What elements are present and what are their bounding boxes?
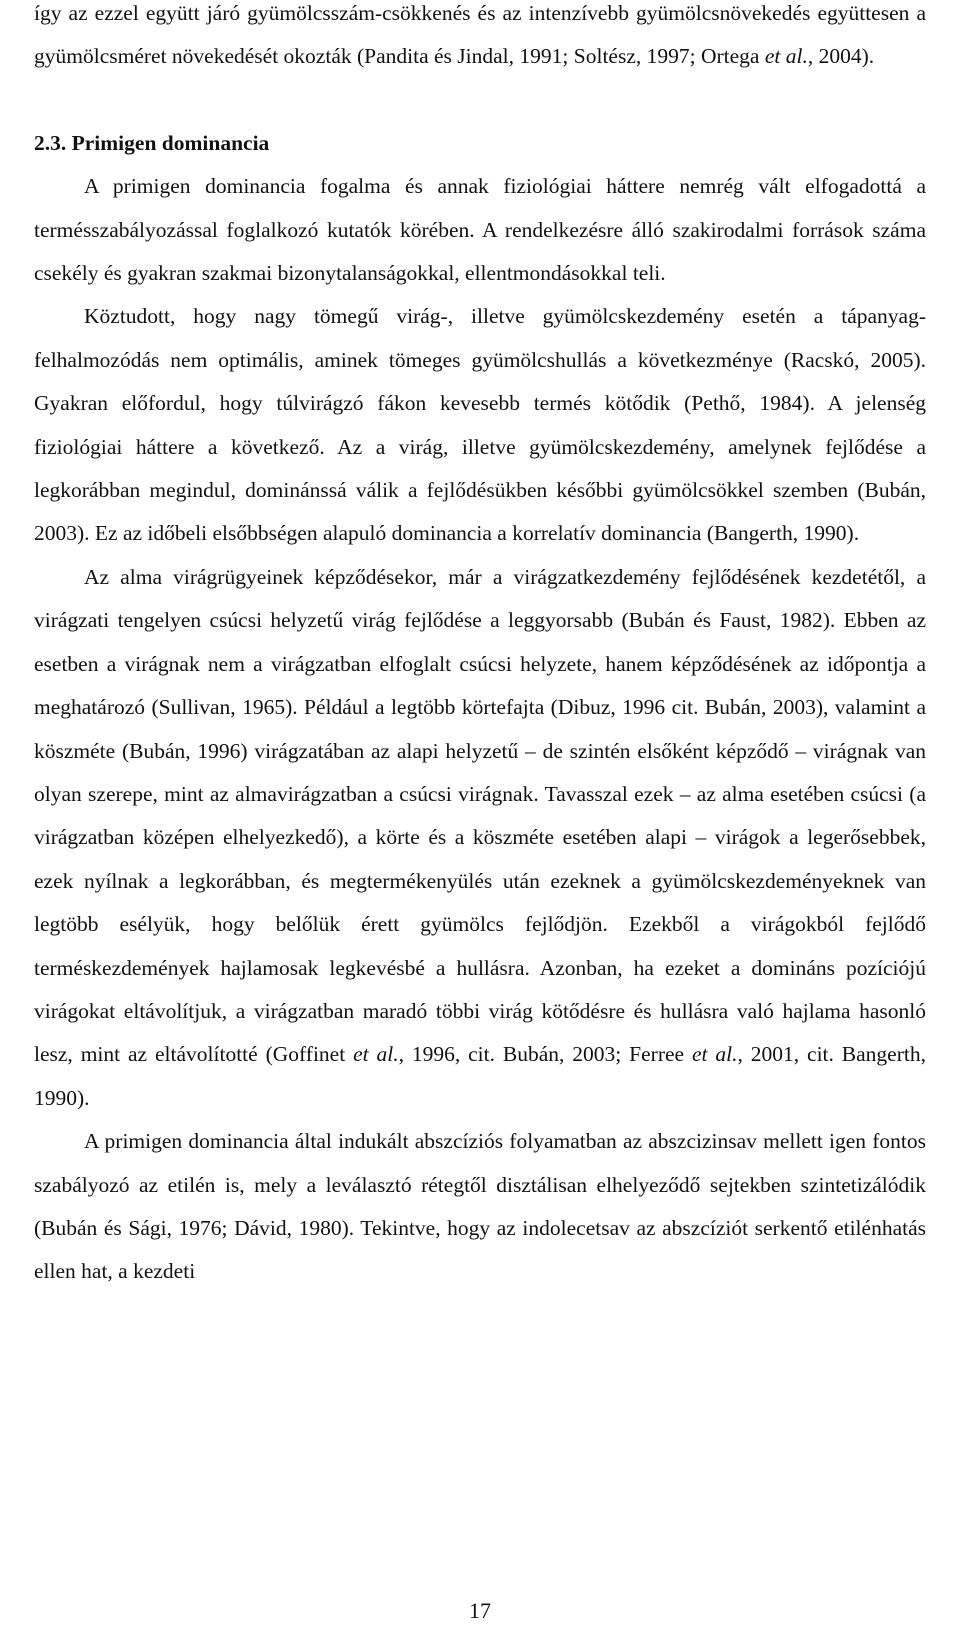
italic-et-al: et al. bbox=[691, 1042, 738, 1067]
paragraph-definition bbox=[34, 165, 926, 295]
document-page bbox=[34, 0, 926, 1294]
paragraph-apple-flowers bbox=[34, 556, 926, 1120]
text-segment: Az alma virágrügyeinek képződésekor, már a virágzatkezdemény fejlődésének kezdetétől, a virágzati tengelyen csúcsi helyzetű virág fejlődése a leggyorsabb (Bubán és Faust, 1982). Ebben az esetben a virágnak nem a virágzatban elfoglalt csúcsi helyzete, hanem képződésének az időpontja a meghatározó (Sullivan, 1965). Például a legtöbb körtefajta (Dibuz, 1996 cit. Bubán, 2003), valamint a köszméte (Bubán, 1996) virágzatában az alapi helyzetű – de szintén elsőként képződő – virágnak van olyan szerepe, mint az almavirágzatban a csúcsi virágnak. Tavasszal ezek – az alma esetében csúcsi (a virágzatban középen elhelyezkedő), a körte és a köszméte esetében alapi – virágok a legerősebbek, ezek nyílnak a legkorábban, és megtermékenyülés után ezeknek a gyümölcskezdeményeknek van legtöbb esélyük, hogy belőlük érett gyümölcs fejlődjön. Ezekből a virágokból fejlődő terméskezdemények hajlamosak legkevésbé a hullásra. Azonban, ha ezeket a domináns pozíciójú virágokat eltávolítjuk, a virágzatban maradó többi virág kötődésre és hullásra való hajlama hasonló lesz, mint az eltávolítotté (Goffinet bbox=[34, 564, 926, 1067]
text-segment: , 1996, cit. Bubán, 2003; Ferree bbox=[398, 1042, 692, 1067]
text-segment: , 2004). bbox=[807, 44, 875, 69]
text-segment: így az ezzel együtt járó gyümölcsszám-csökkenés és az intenzívebb gyümölcsnövekedés együttesen a gyümölcsméret növekedését okozták (Pandita és Jindal, 1991; Soltész, 1997; Ortega bbox=[34, 1, 926, 69]
section-heading: 2.3. Primigen dominancia bbox=[34, 130, 270, 155]
paragraph-intro bbox=[34, 0, 926, 79]
paragraph-dominance bbox=[34, 295, 926, 555]
paragraph-abscission bbox=[34, 1120, 926, 1294]
text-segment: A primigen dominancia fogalma és annak fiziológiai háttere nemrég vált elfogadottá a termésszabályozással foglalkozó kutatók körében. A rendelkezésre álló szakirodalmi források száma csekély és gyakran szakmai bizonytalanságokkal, ellentmondásokkal teli. bbox=[34, 174, 926, 286]
italic-et-al: et al. bbox=[353, 1042, 399, 1067]
text-segment: , 2001, cit. Bangerth, 1990). bbox=[34, 1042, 926, 1110]
text-segment: Köztudott, hogy nagy tömegű virág-, illetve gyümölcskezdemény esetén a tápanyag-felhalmozódás nem optimális, aminek tömeges gyümölcshullás a következménye (Racskó, 2005). Gyakran előfordul, hogy túlvirágzó fákon kevesebb termés kötődik (Pethő, 1984). A jelenség fiziológiai háttere a következő. Az a virág, illetve gyümölcskezdemény, amelynek fejlődése a legkorábban megindul, dominánssá válik a fejlődésükben későbbi gyümölcsökkel szemben (Bubán, 2003). Ez az időbeli elsőbbségen alapuló dominancia a korrelatív dominancia (Bangerth, 1990). bbox=[34, 304, 926, 546]
italic-et-al: et al. bbox=[764, 44, 808, 69]
page-number: 17 bbox=[469, 1598, 491, 1623]
text-segment: A primigen dominancia által indukált abszcíziós folyamatban az abszcizinsav mellett igen fontos szabályozó az etilén is, mely a leválasztó rétegtől disztálisan elhelyeződő sejtekben szintetizálódik (Bubán és Sági, 1976; Dávid, 1980). Tekintve, hogy az indolecetsav az abszcíziót serkentő etilénhatás ellen hat, a kezdeti bbox=[34, 1129, 926, 1284]
